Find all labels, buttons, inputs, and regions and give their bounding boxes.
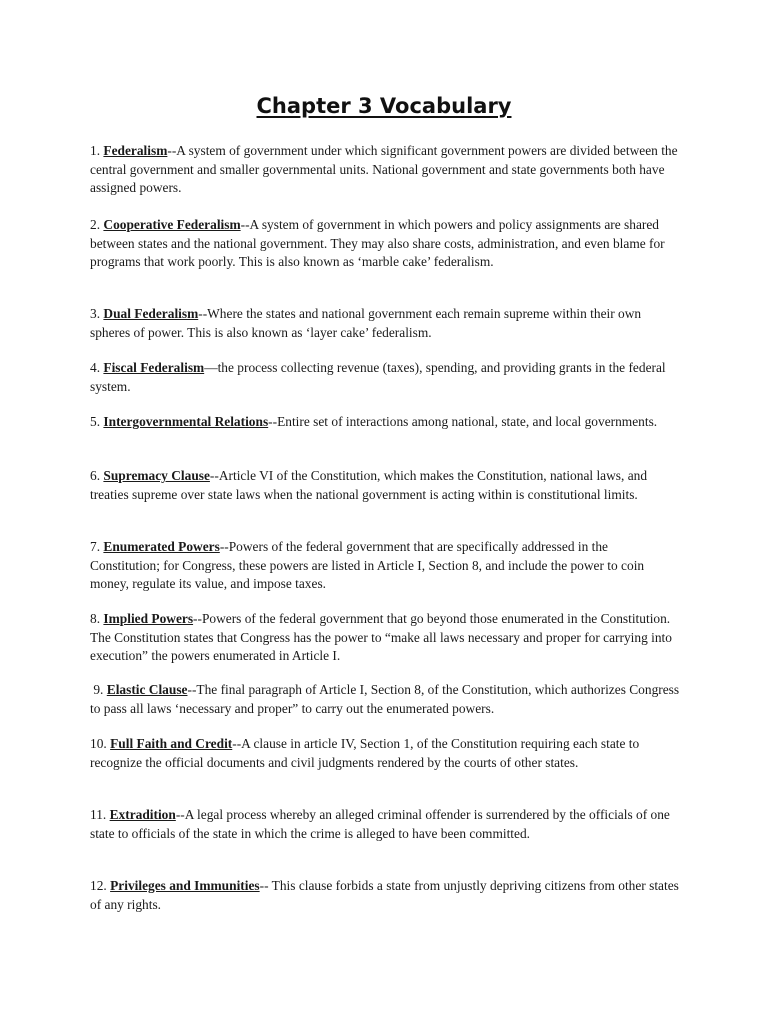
entry-number: 10. — [90, 736, 107, 751]
vocab-entry-12 — [90, 877, 680, 914]
entry-term: Implied Powers — [103, 611, 194, 626]
entry-definition: --Where the states and national government each remain supreme within their own spheres of power. This is also known as ‘layer cake’ federalism. — [90, 306, 642, 340]
entry-definition: --Powers of the federal government that go beyond those enumerated in the Constitution. The Constitution states that Congress has the power to “make all laws necessary and proper for carrying into execution” the powers enumerated in Article I. — [90, 611, 672, 663]
vocab-entry-2 — [90, 216, 680, 272]
entry-number: 11. — [90, 807, 107, 822]
vocab-entry-7 — [90, 538, 680, 594]
vocab-entry-6 — [90, 467, 680, 504]
entry-term: Cooperative Federalism — [103, 217, 241, 232]
entry-definition: —the process collecting revenue (taxes), spending, and providing grants in the federal system. — [90, 360, 666, 394]
entry-definition: -- This clause forbids a state from unjustly depriving citizens from other states of any rights. — [90, 878, 679, 912]
entry-term: Intergovernmental Relations — [103, 414, 269, 429]
entry-number: 4. — [90, 360, 101, 375]
vocab-entry-8 — [90, 610, 680, 666]
entry-number: 2. — [90, 217, 101, 232]
entry-number: 6. — [90, 468, 101, 483]
entry-definition: --Powers of the federal government that are specifically addressed in the Constitution; for Congress, these powers are listed in Article I, Section 8, and include the power to coin money, regulate its value, and impose taxes. — [90, 539, 645, 591]
entry-definition: --A system of government under which significant government powers are divided between the central government and smaller governmental units. National government and state governments both have assigned powers. — [90, 143, 678, 195]
entry-number: 7. — [90, 539, 101, 554]
vocab-entry-5 — [90, 413, 680, 432]
entry-definition: --Article VI of the Constitution, which makes the Constitution, national laws, and treaties supreme over state laws when the national government is acting within is constitutional limits. — [90, 468, 648, 502]
entry-definition: --A legal process whereby an alleged criminal offender is surrendered by the officials of one state to officials of the state in which the crime is alleged to have been committed. — [90, 807, 670, 841]
entry-number: 5. — [90, 414, 101, 429]
vocab-entry-3 — [90, 305, 680, 342]
entry-term: Extradition — [109, 807, 176, 822]
vocab-entry-4 — [90, 359, 680, 396]
entry-term: Fiscal Federalism — [103, 360, 205, 375]
entry-definition: --A system of government in which powers and policy assignments are shared between states and the national government. They may also share costs, administration, and even blame for programs that work poorly. This is also known as ‘marble cake’ federalism. — [90, 217, 665, 269]
vocab-entry-11 — [90, 806, 680, 843]
entry-term: Enumerated Powers — [103, 539, 220, 554]
entry-number: 8. — [90, 611, 101, 626]
entry-definition: --Entire set of interactions among national, state, and local governments. — [268, 414, 658, 429]
vocab-entry-1 — [90, 142, 680, 198]
vocab-entry-10 — [90, 735, 680, 772]
entry-number: 3. — [90, 306, 101, 321]
entry-definition: --A clause in article IV, Section 1, of the Constitution requiring each state to recognize the official documents and civil judgments rendered by the courts of other states. — [90, 736, 640, 770]
entry-number: 1. — [90, 143, 101, 158]
entry-term: Elastic Clause — [106, 682, 188, 697]
entry-number: 12. — [90, 878, 107, 893]
entry-definition: --The final paragraph of Article I, Section 8, of the Constitution, which authorizes Congress to pass all laws ‘necessary and proper” to carry out the enumerated powers. — [90, 682, 680, 716]
entry-term: Supremacy Clause — [103, 468, 210, 483]
entry-term: Federalism — [103, 143, 168, 158]
entry-term: Dual Federalism — [103, 306, 199, 321]
vocab-entry-9 — [90, 681, 680, 718]
entry-term: Full Faith and Credit — [110, 736, 233, 751]
entry-number: 9. — [93, 682, 104, 697]
entry-term: Privileges and Immunities — [110, 878, 260, 893]
page-title: Chapter 3 Vocabulary — [256, 94, 512, 118]
